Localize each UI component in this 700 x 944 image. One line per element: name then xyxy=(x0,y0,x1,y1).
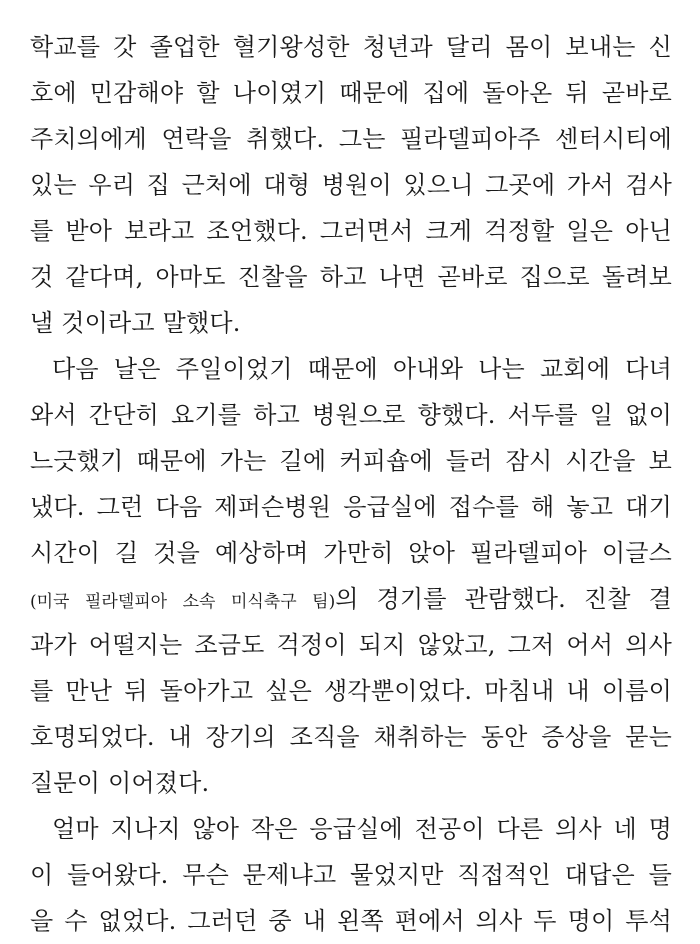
text-line: 호에 민감해야 할 나이였기 때문에 집에 돌아온 뒤 곧바로 xyxy=(30,79,672,107)
text-line: 냈다. 그런 다음 제퍼슨병원 응급실에 접수를 해 놓고 대기 xyxy=(30,493,672,521)
text-line: 학교를 갓 졸업한 혈기왕성한 청년과 달리 몸이 보내는 신 xyxy=(30,33,672,61)
text-line-with-note xyxy=(30,576,672,622)
paragraph-1 xyxy=(30,24,672,346)
text-line: 다음 날은 주일이었기 때문에 아내와 나는 교회에 다녀 xyxy=(52,355,672,383)
text-line: 낼 것이라고 말했다. xyxy=(30,309,241,337)
text-line: 것 같다며, 아마도 진찰을 하고 나면 곧바로 집으로 돌려보 xyxy=(30,263,672,291)
text-line: 이 들어왔다. 무슨 문제냐고 물었지만 직접적인 대답은 들 xyxy=(30,861,672,889)
text-line: 얼마 지나지 않아 작은 응급실에 전공이 다른 의사 네 명 xyxy=(52,815,672,843)
text-line-rest: 의 경기를 관람했다. 진찰 결 xyxy=(335,585,672,613)
text-line: 를 만난 뒤 돌아가고 싶은 생각뿐이었다. 마침내 내 이름이 xyxy=(30,677,672,705)
text-line: 시간이 길 것을 예상하며 가만히 앉아 필라델피아 이글스 xyxy=(30,539,672,567)
paragraph-3 xyxy=(30,806,672,944)
text-line: 있는 우리 집 근처에 대형 병원이 있으니 그곳에 가서 검사 xyxy=(30,171,672,199)
text-line: 느긋했기 때문에 가는 길에 커피숍에 들러 잠시 시간을 보 xyxy=(30,447,672,475)
text-line: 질문이 이어졌다. xyxy=(30,769,210,797)
text-line: 주치의에게 연락을 취했다. 그는 필라델피아주 센터시티에 xyxy=(30,125,672,153)
text-line: 호명되었다. 내 장기의 조직을 채취하는 동안 증상을 묻는 xyxy=(30,723,672,751)
text-line: 와서 간단히 요기를 하고 병원으로 향했다. 서두를 일 없이 xyxy=(30,401,672,429)
text-line: 을 수 없었다. 그러던 중 내 왼쪽 편에서 의사 두 명이 투석 xyxy=(30,907,672,935)
text-line: 과가 어떨지는 조금도 걱정이 되지 않았고, 그저 어서 의사 xyxy=(30,631,672,659)
book-page xyxy=(30,24,672,944)
translator-note: (미국 필라델피아 소속 미식축구 팀) xyxy=(30,592,336,612)
text-line: 를 받아 보라고 조언했다. 그러면서 크게 걱정할 일은 아닌 xyxy=(30,217,672,245)
paragraph-2 xyxy=(30,346,672,806)
